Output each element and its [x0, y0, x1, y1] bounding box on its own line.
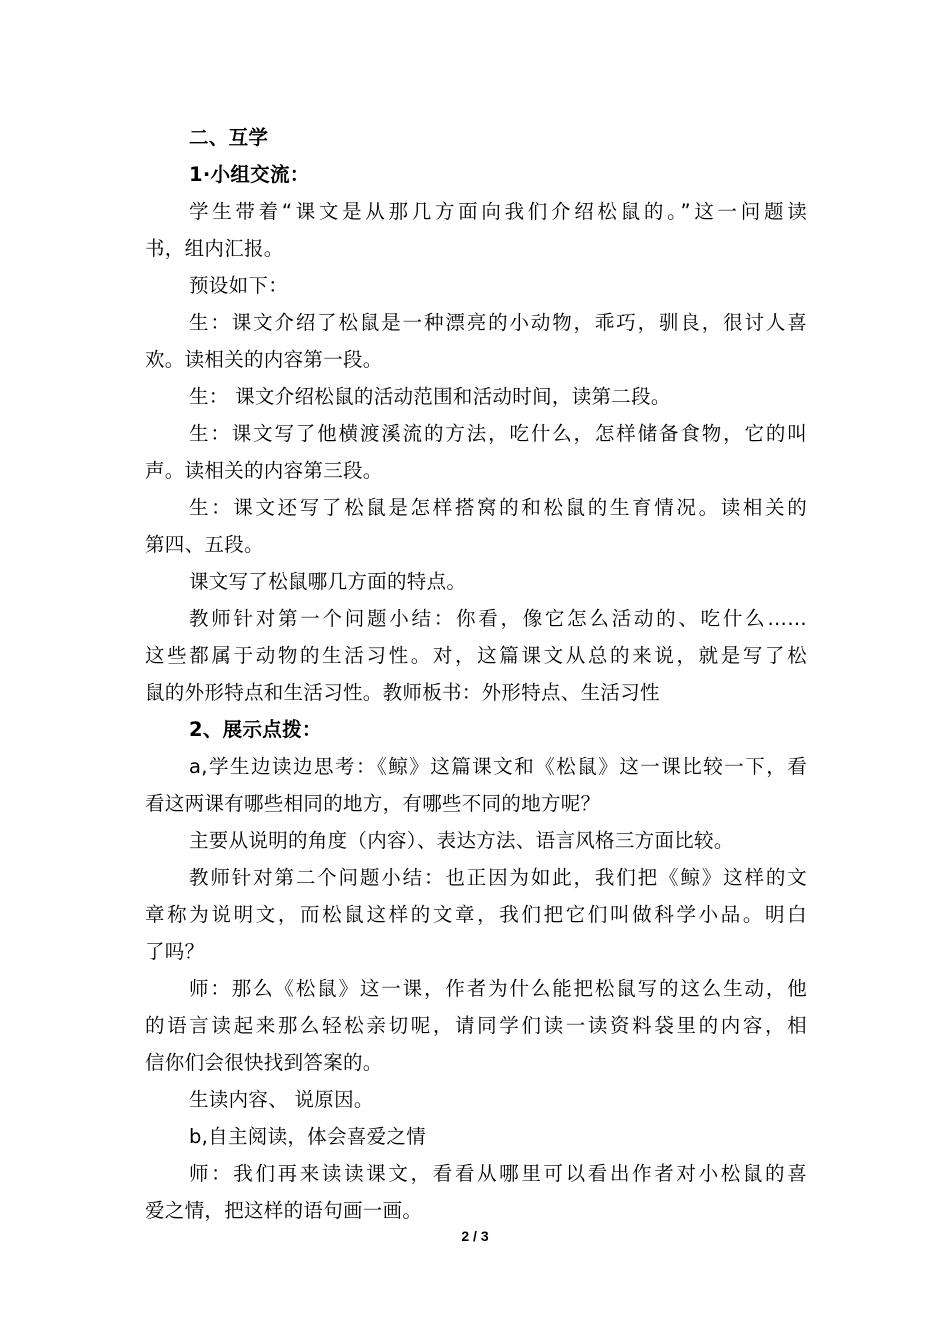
text-line: 生：课文还写了松鼠是怎样搭窝的和松鼠的生育情况。读相关的 [189, 496, 807, 519]
section-heading: 2、展示点拨： [189, 718, 322, 741]
section-heading: 二、互学 [189, 126, 269, 149]
text-line: 预设如下： [189, 274, 289, 297]
text-line: 教师针对第二个问题小结：也正因为如此，我们把《鲸》这样的文 [189, 866, 807, 889]
text-line: 生读内容、 说原因。 [189, 1088, 374, 1111]
text-line: 生：课文介绍了松鼠是一种漂亮的小动物，乖巧，驯良，很讨人喜 [189, 311, 807, 334]
text-line: 师：我们再来读读课文，看看从哪里可以看出作者对小松鼠的喜 [189, 1162, 807, 1185]
section-heading: 1·小组交流： [189, 163, 310, 186]
text-line: 生： 课文介绍松鼠的活动范围和活动时间，读第二段。 [189, 385, 671, 408]
text-line: 这些都属于动物的生活习性。对，这篇课文从总的来说，就是写了松 [145, 644, 807, 667]
text-line: 信你们会很快找到答案的。 [145, 1051, 383, 1074]
document-body [145, 119, 807, 1229]
text-line: 爱之情，把这样的语句画一画。 [145, 1199, 423, 1222]
text-line: a,学生边读边思考：《鲸》这篇课文和《松鼠》这一课比较一下，看 [189, 755, 807, 778]
page-number: 2 / 3 [461, 1228, 489, 1244]
text-line: 的语言读起来那么轻松亲切呢，请同学们读一读资料袋里的内容，相 [145, 1014, 807, 1037]
text-line: 第四、五段。 [145, 533, 264, 556]
text-line: 书，组内汇报。 [145, 237, 284, 260]
text-line: 章称为说明文，而松鼠这样的文章，我们把它们叫做科学小品。明白 [145, 903, 807, 926]
text-line: 生：课文写了他横渡溪流的方法，吃什么，怎样储备食物，它的叫 [189, 422, 807, 445]
text-line: 欢。读相关的内容第一段。 [145, 348, 383, 371]
text-line: b,自主阅读，体会喜爱之情 [189, 1125, 426, 1148]
text-line: 教师针对第一个问题小结：你看，像它怎么活动的、吃什么…… [189, 607, 807, 630]
text-line: 鼠的外形特点和生活习性。教师板书：外形特点、生活习性 [145, 681, 660, 704]
text-line: 学生带着“课文是从那几方面向我们介绍松鼠的。”这一问题读 [189, 200, 807, 223]
text-line: 主要从说明的角度（内容）、表达方法、语言风格三方面比较。 [189, 829, 734, 852]
text-line: 声。读相关的内容第三段。 [145, 459, 383, 482]
text-line: 师：那么《松鼠》这一课，作者为什么能把松鼠写的这么生动，他 [189, 977, 807, 1000]
text-line: 课文写了松鼠哪几方面的特点。 [189, 570, 467, 593]
text-line: 看这两课有哪些相同的地方，有哪些不同的地方呢？ [145, 792, 601, 815]
text-line: 了吗？ [145, 940, 205, 963]
